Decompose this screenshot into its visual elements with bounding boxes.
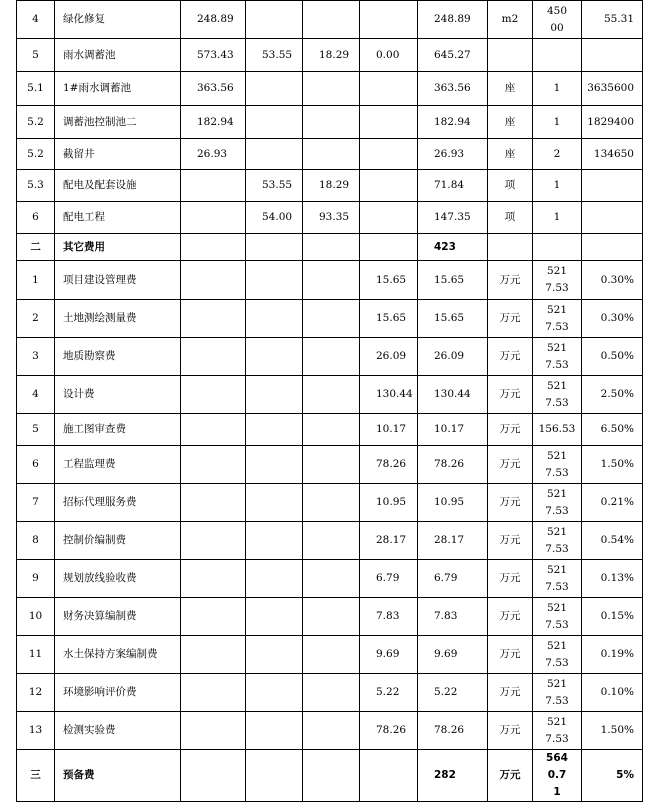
- item-name-cell: 1#雨水调蓄池: [55, 72, 181, 106]
- unit-price-cell: 0.21%: [582, 484, 643, 522]
- other-cost-cell: 9.69: [360, 636, 418, 674]
- construction-cost-cell: [181, 598, 246, 636]
- unit-price-cell: 0.13%: [582, 560, 643, 598]
- equipment-cost-cell: 18.29: [303, 170, 360, 202]
- table-row: [17, 636, 643, 674]
- row-index-cell: 5.2: [17, 139, 55, 170]
- other-cost-cell: 10.17: [360, 414, 418, 446]
- row-index-cell: 13: [17, 712, 55, 750]
- quantity-cell: 5217.53: [533, 484, 582, 522]
- construction-cost-cell: 573.43: [181, 39, 246, 72]
- table-row: [17, 560, 643, 598]
- total-cell: 645.27: [418, 39, 488, 72]
- installation-cost-cell: [246, 300, 303, 338]
- unit-cell: 万元: [488, 446, 533, 484]
- row-index-cell: 9: [17, 560, 55, 598]
- other-cost-cell: 5.22: [360, 674, 418, 712]
- table-row: [17, 39, 643, 72]
- total-cell: 71.84: [418, 170, 488, 202]
- table-row: [17, 139, 643, 170]
- unit-cell: 万元: [488, 636, 533, 674]
- unit-cell: 万元: [488, 750, 533, 802]
- item-name-cell: 土地测绘测量费: [55, 300, 181, 338]
- unit-price-cell: [582, 202, 643, 234]
- unit-price-cell: [582, 234, 643, 261]
- unit-price-cell: 6.50%: [582, 414, 643, 446]
- total-cell: 10.17: [418, 414, 488, 446]
- total-cell: 5.22: [418, 674, 488, 712]
- quantity-cell: 5217.53: [533, 712, 582, 750]
- cost-estimate-table: [16, 0, 643, 802]
- row-index-cell: 6: [17, 446, 55, 484]
- row-index-cell: 二: [17, 234, 55, 261]
- unit-price-cell: 0.50%: [582, 338, 643, 376]
- item-name-cell: 工程监理费: [55, 446, 181, 484]
- row-index-cell: 12: [17, 674, 55, 712]
- row-index-cell: 10: [17, 598, 55, 636]
- unit-price-cell: 134650: [582, 139, 643, 170]
- quantity-cell: 5217.53: [533, 300, 582, 338]
- quantity-cell: [533, 234, 582, 261]
- table-row: [17, 261, 643, 300]
- unit-price-cell: 0.15%: [582, 598, 643, 636]
- total-cell: 10.95: [418, 484, 488, 522]
- total-cell: 248.89: [418, 1, 488, 39]
- item-name-cell: 施工图审查费: [55, 414, 181, 446]
- item-name-cell: 检测实验费: [55, 712, 181, 750]
- table-row: [17, 484, 643, 522]
- item-name-cell: 雨水调蓄池: [55, 39, 181, 72]
- unit-cell: 万元: [488, 484, 533, 522]
- installation-cost-cell: [246, 414, 303, 446]
- construction-cost-cell: [181, 712, 246, 750]
- quantity-cell: 5217.53: [533, 522, 582, 560]
- unit-price-cell: 5%: [582, 750, 643, 802]
- unit-price-cell: 3635600: [582, 72, 643, 106]
- construction-cost-cell: [181, 446, 246, 484]
- item-name-cell: 预备费: [55, 750, 181, 802]
- installation-cost-cell: [246, 636, 303, 674]
- unit-cell: 座: [488, 106, 533, 139]
- quantity-cell: 1: [533, 202, 582, 234]
- total-cell: 15.65: [418, 300, 488, 338]
- construction-cost-cell: [181, 261, 246, 300]
- unit-cell: 万元: [488, 560, 533, 598]
- installation-cost-cell: [246, 261, 303, 300]
- construction-cost-cell: [181, 484, 246, 522]
- other-cost-cell: 26.09: [360, 338, 418, 376]
- unit-cell: 万元: [488, 338, 533, 376]
- equipment-cost-cell: [303, 446, 360, 484]
- other-cost-cell: [360, 106, 418, 139]
- installation-cost-cell: [246, 750, 303, 802]
- row-index-cell: 4: [17, 376, 55, 414]
- row-index-cell: 5: [17, 414, 55, 446]
- quantity-cell: 156.53: [533, 414, 582, 446]
- construction-cost-cell: [181, 636, 246, 674]
- unit-cell: 项: [488, 202, 533, 234]
- row-index-cell: 4: [17, 1, 55, 39]
- table-row: [17, 170, 643, 202]
- quantity-cell: 45000: [533, 1, 582, 39]
- construction-cost-cell: [181, 234, 246, 261]
- equipment-cost-cell: [303, 674, 360, 712]
- table-row: [17, 300, 643, 338]
- equipment-cost-cell: [303, 106, 360, 139]
- other-cost-cell: [360, 1, 418, 39]
- equipment-cost-cell: [303, 261, 360, 300]
- total-cell: 78.26: [418, 446, 488, 484]
- other-cost-cell: 78.26: [360, 446, 418, 484]
- equipment-cost-cell: 18.29: [303, 39, 360, 72]
- table-row: [17, 750, 643, 802]
- row-index-cell: 5.2: [17, 106, 55, 139]
- equipment-cost-cell: [303, 234, 360, 261]
- equipment-cost-cell: [303, 712, 360, 750]
- table-row: [17, 446, 643, 484]
- equipment-cost-cell: [303, 522, 360, 560]
- total-cell: 26.93: [418, 139, 488, 170]
- item-name-cell: 招标代理服务费: [55, 484, 181, 522]
- equipment-cost-cell: [303, 484, 360, 522]
- construction-cost-cell: [181, 750, 246, 802]
- item-name-cell: 绿化修复: [55, 1, 181, 39]
- unit-price-cell: 0.30%: [582, 261, 643, 300]
- unit-cell: [488, 39, 533, 72]
- equipment-cost-cell: [303, 414, 360, 446]
- unit-cell: 万元: [488, 376, 533, 414]
- construction-cost-cell: [181, 674, 246, 712]
- total-cell: 7.83: [418, 598, 488, 636]
- quantity-cell: 1: [533, 72, 582, 106]
- installation-cost-cell: [246, 522, 303, 560]
- item-name-cell: 地质勘察费: [55, 338, 181, 376]
- row-index-cell: 5.3: [17, 170, 55, 202]
- table-row: [17, 106, 643, 139]
- quantity-cell: [533, 39, 582, 72]
- installation-cost-cell: 54.00: [246, 202, 303, 234]
- table-row: [17, 712, 643, 750]
- total-cell: 15.65: [418, 261, 488, 300]
- installation-cost-cell: [246, 560, 303, 598]
- construction-cost-cell: [181, 170, 246, 202]
- table-row: [17, 72, 643, 106]
- installation-cost-cell: [246, 674, 303, 712]
- unit-cell: 座: [488, 72, 533, 106]
- quantity-cell: 5217.53: [533, 338, 582, 376]
- row-index-cell: 8: [17, 522, 55, 560]
- unit-cell: 万元: [488, 300, 533, 338]
- unit-price-cell: 1829400: [582, 106, 643, 139]
- installation-cost-cell: [246, 598, 303, 636]
- unit-price-cell: 0.10%: [582, 674, 643, 712]
- installation-cost-cell: [246, 338, 303, 376]
- unit-price-cell: 1.50%: [582, 712, 643, 750]
- installation-cost-cell: [246, 72, 303, 106]
- unit-cell: 万元: [488, 712, 533, 750]
- item-name-cell: 控制价编制费: [55, 522, 181, 560]
- total-cell: 6.79: [418, 560, 488, 598]
- other-cost-cell: 15.65: [360, 261, 418, 300]
- item-name-cell: 规划放线验收费: [55, 560, 181, 598]
- installation-cost-cell: 53.55: [246, 39, 303, 72]
- total-cell: 282: [418, 750, 488, 802]
- quantity-cell: 2: [533, 139, 582, 170]
- item-name-cell: 水土保持方案编制费: [55, 636, 181, 674]
- other-cost-cell: 6.79: [360, 560, 418, 598]
- total-cell: 28.17: [418, 522, 488, 560]
- other-cost-cell: 130.44: [360, 376, 418, 414]
- other-cost-cell: 28.17: [360, 522, 418, 560]
- construction-cost-cell: 248.89: [181, 1, 246, 39]
- equipment-cost-cell: [303, 750, 360, 802]
- installation-cost-cell: [246, 1, 303, 39]
- quantity-cell: 5217.53: [533, 636, 582, 674]
- total-cell: 147.35: [418, 202, 488, 234]
- total-cell: 26.09: [418, 338, 488, 376]
- construction-cost-cell: [181, 338, 246, 376]
- unit-price-cell: 55.31: [582, 1, 643, 39]
- other-cost-cell: 7.83: [360, 598, 418, 636]
- table-body: [17, 1, 643, 802]
- unit-cell: 万元: [488, 522, 533, 560]
- row-index-cell: 3: [17, 338, 55, 376]
- unit-price-cell: 0.19%: [582, 636, 643, 674]
- construction-cost-cell: 182.94: [181, 106, 246, 139]
- installation-cost-cell: [246, 376, 303, 414]
- quantity-cell: 5217.53: [533, 376, 582, 414]
- unit-cell: 万元: [488, 414, 533, 446]
- item-name-cell: 财务决算编制费: [55, 598, 181, 636]
- equipment-cost-cell: 93.35: [303, 202, 360, 234]
- quantity-cell: 5217.53: [533, 261, 582, 300]
- equipment-cost-cell: [303, 72, 360, 106]
- installation-cost-cell: 53.55: [246, 170, 303, 202]
- unit-cell: 万元: [488, 261, 533, 300]
- item-name-cell: 调蓄池控制池二: [55, 106, 181, 139]
- total-cell: 423: [418, 234, 488, 261]
- item-name-cell: 其它费用: [55, 234, 181, 261]
- item-name-cell: 设计费: [55, 376, 181, 414]
- equipment-cost-cell: [303, 636, 360, 674]
- other-cost-cell: [360, 202, 418, 234]
- other-cost-cell: 15.65: [360, 300, 418, 338]
- quantity-cell: 5217.53: [533, 674, 582, 712]
- installation-cost-cell: [246, 446, 303, 484]
- construction-cost-cell: [181, 560, 246, 598]
- table-row: [17, 338, 643, 376]
- quantity-cell: 5217.53: [533, 560, 582, 598]
- other-cost-cell: 78.26: [360, 712, 418, 750]
- installation-cost-cell: [246, 106, 303, 139]
- installation-cost-cell: [246, 139, 303, 170]
- other-cost-cell: 10.95: [360, 484, 418, 522]
- row-index-cell: 1: [17, 261, 55, 300]
- other-cost-cell: [360, 750, 418, 802]
- quantity-cell: 5640.71: [533, 750, 582, 802]
- unit-price-cell: [582, 170, 643, 202]
- quantity-cell: 5217.53: [533, 598, 582, 636]
- equipment-cost-cell: [303, 376, 360, 414]
- quantity-cell: 1: [533, 106, 582, 139]
- item-name-cell: 项目建设管理费: [55, 261, 181, 300]
- equipment-cost-cell: [303, 338, 360, 376]
- total-cell: 182.94: [418, 106, 488, 139]
- unit-price-cell: 0.30%: [582, 300, 643, 338]
- item-name-cell: 截留井: [55, 139, 181, 170]
- table-row: [17, 234, 643, 261]
- construction-cost-cell: [181, 522, 246, 560]
- item-name-cell: 配电工程: [55, 202, 181, 234]
- table-row: [17, 202, 643, 234]
- total-cell: 363.56: [418, 72, 488, 106]
- row-index-cell: 7: [17, 484, 55, 522]
- row-index-cell: 5.1: [17, 72, 55, 106]
- unit-cell: m2: [488, 1, 533, 39]
- total-cell: 130.44: [418, 376, 488, 414]
- equipment-cost-cell: [303, 1, 360, 39]
- equipment-cost-cell: [303, 300, 360, 338]
- unit-price-cell: 0.54%: [582, 522, 643, 560]
- other-cost-cell: 0.00: [360, 39, 418, 72]
- unit-price-cell: [582, 39, 643, 72]
- unit-cell: 项: [488, 170, 533, 202]
- construction-cost-cell: [181, 376, 246, 414]
- table-row: [17, 674, 643, 712]
- construction-cost-cell: 26.93: [181, 139, 246, 170]
- total-cell: 78.26: [418, 712, 488, 750]
- item-name-cell: 配电及配套设施: [55, 170, 181, 202]
- quantity-cell: 5217.53: [533, 446, 582, 484]
- row-index-cell: 6: [17, 202, 55, 234]
- unit-cell: [488, 234, 533, 261]
- construction-cost-cell: [181, 202, 246, 234]
- other-cost-cell: [360, 170, 418, 202]
- row-index-cell: 2: [17, 300, 55, 338]
- other-cost-cell: [360, 139, 418, 170]
- installation-cost-cell: [246, 484, 303, 522]
- equipment-cost-cell: [303, 560, 360, 598]
- row-index-cell: 5: [17, 39, 55, 72]
- unit-cell: 万元: [488, 598, 533, 636]
- table-row: [17, 414, 643, 446]
- other-cost-cell: [360, 234, 418, 261]
- row-index-cell: 三: [17, 750, 55, 802]
- unit-price-cell: 1.50%: [582, 446, 643, 484]
- row-index-cell: 11: [17, 636, 55, 674]
- unit-price-cell: 2.50%: [582, 376, 643, 414]
- table-row: [17, 598, 643, 636]
- table-row: [17, 522, 643, 560]
- total-cell: 9.69: [418, 636, 488, 674]
- equipment-cost-cell: [303, 139, 360, 170]
- table-row: [17, 376, 643, 414]
- unit-cell: 座: [488, 139, 533, 170]
- other-cost-cell: [360, 72, 418, 106]
- equipment-cost-cell: [303, 598, 360, 636]
- construction-cost-cell: [181, 414, 246, 446]
- installation-cost-cell: [246, 712, 303, 750]
- item-name-cell: 环境影响评价费: [55, 674, 181, 712]
- quantity-cell: 1: [533, 170, 582, 202]
- construction-cost-cell: [181, 300, 246, 338]
- table-row: [17, 1, 643, 39]
- unit-cell: 万元: [488, 674, 533, 712]
- installation-cost-cell: [246, 234, 303, 261]
- construction-cost-cell: 363.56: [181, 72, 246, 106]
